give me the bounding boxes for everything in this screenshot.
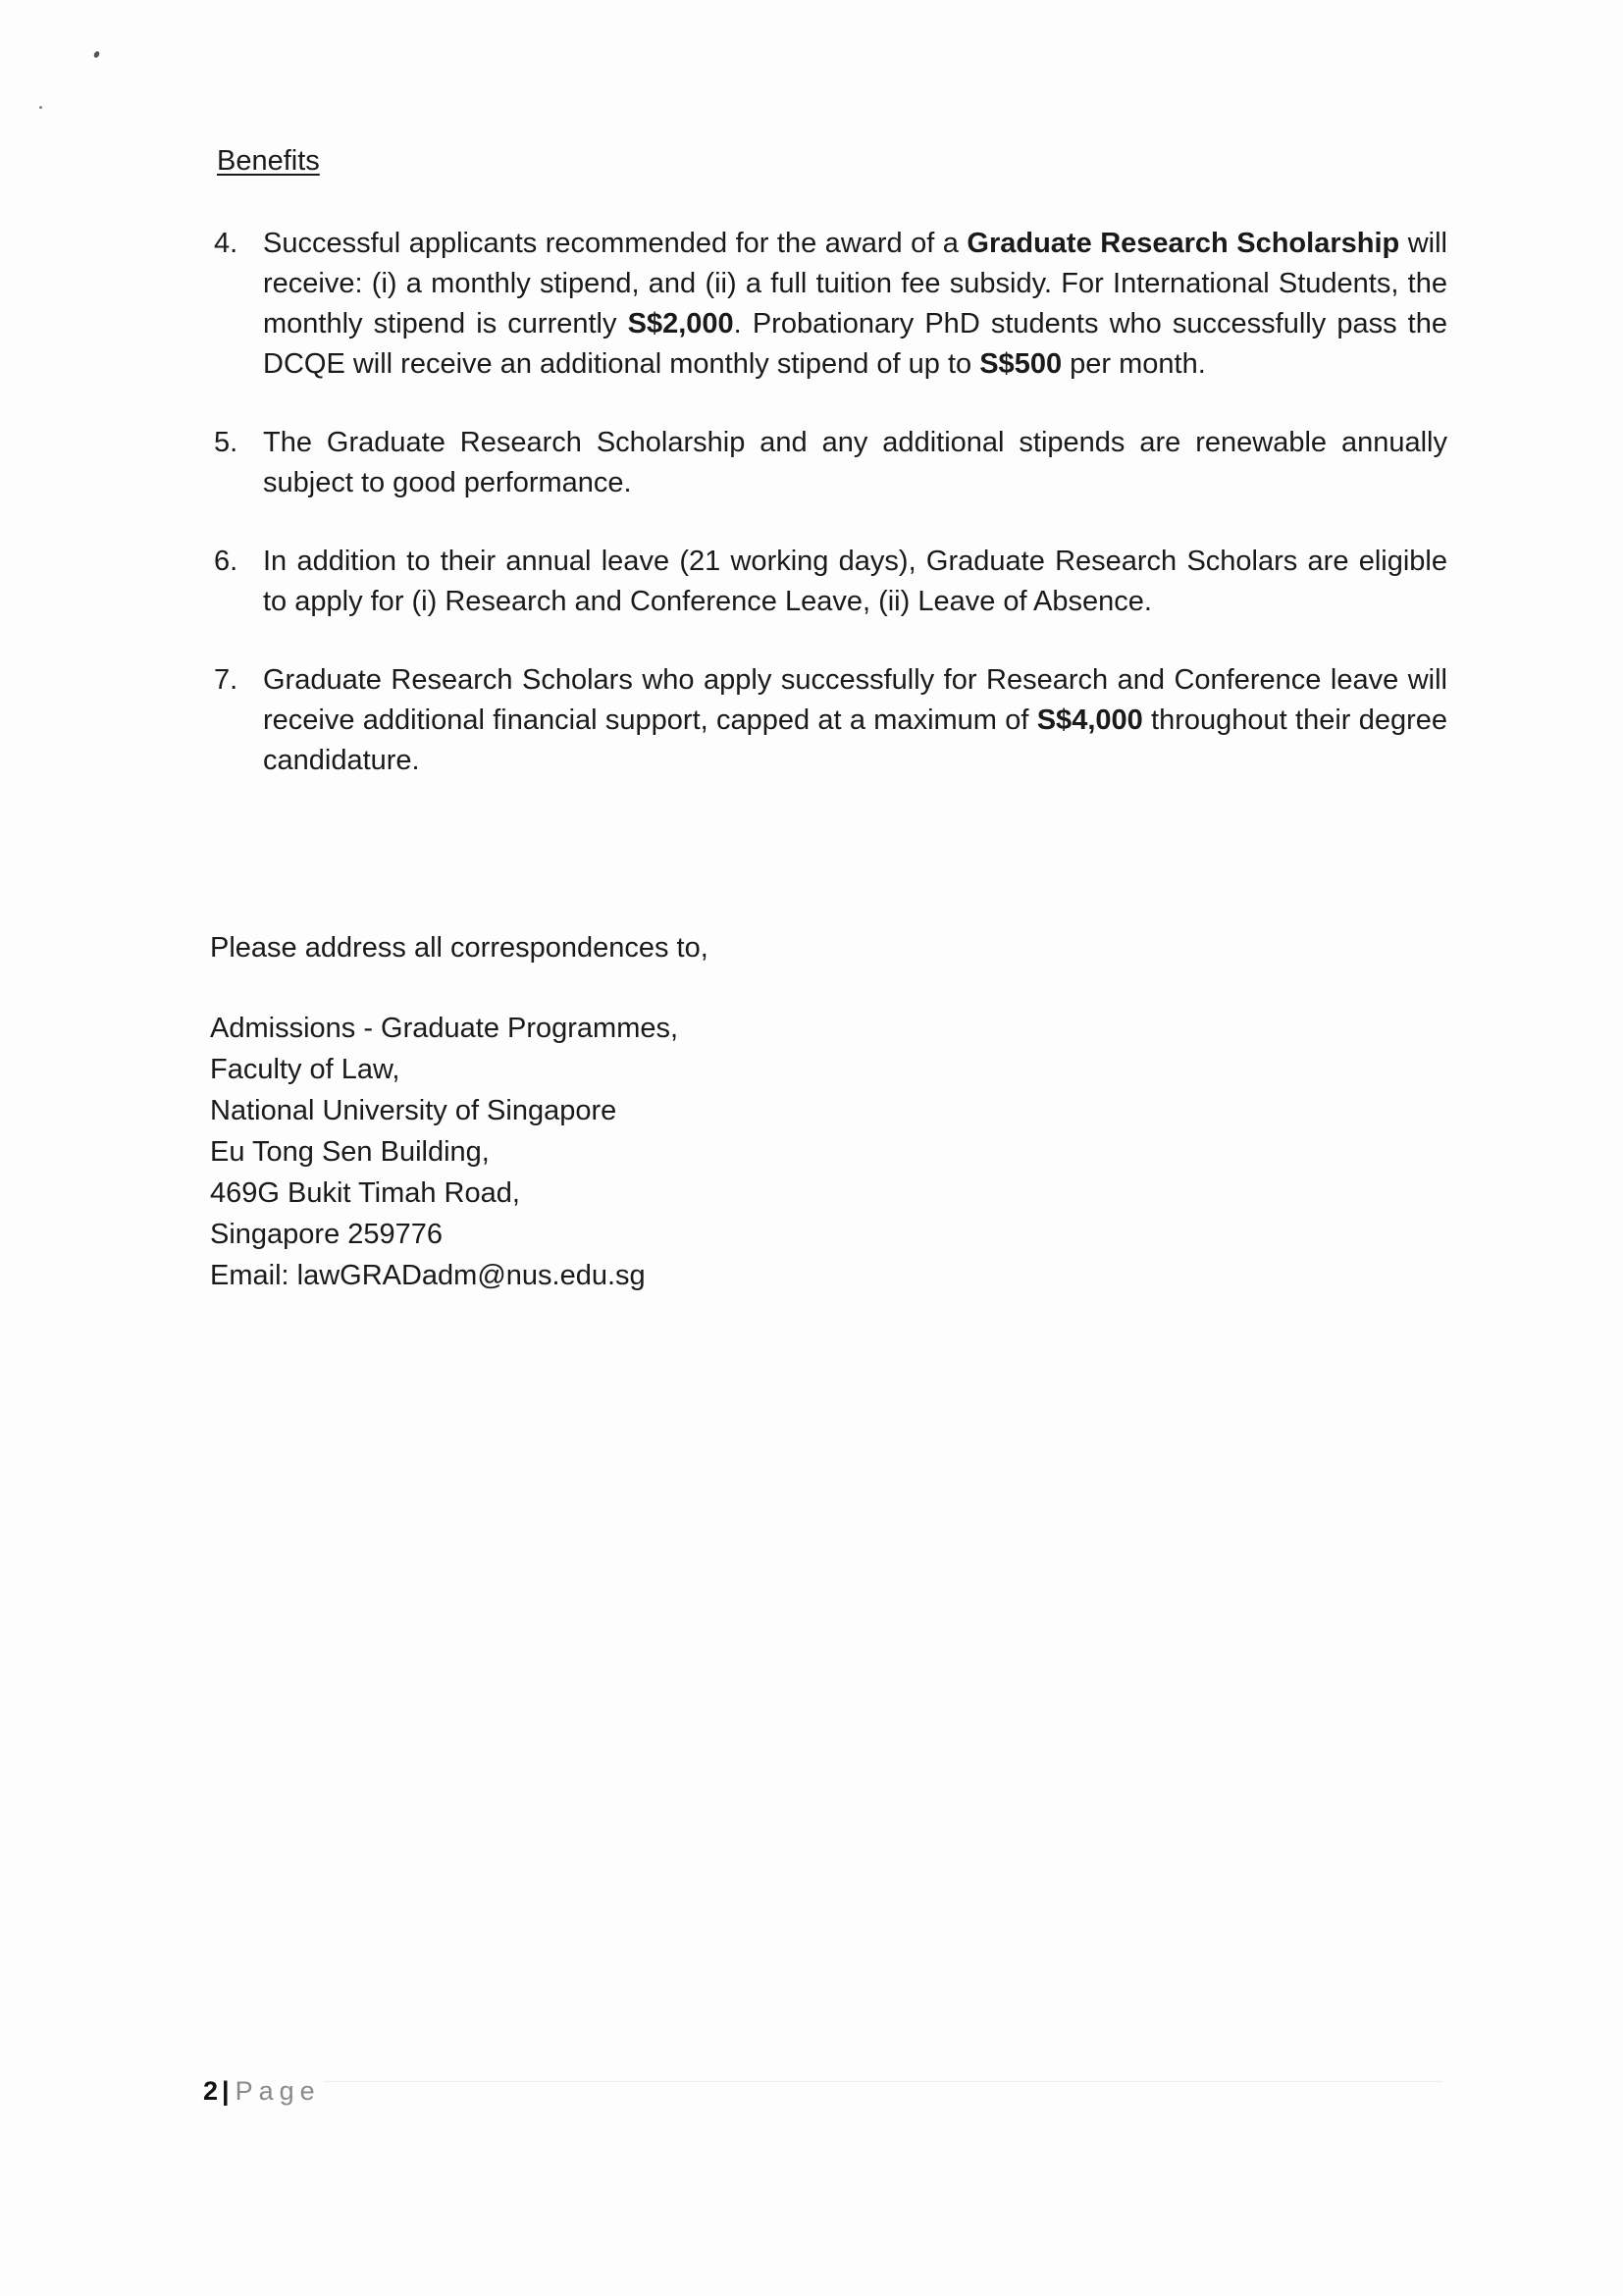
- item-text: The Graduate Research Scholarship and any additional stipends are renewable annually subject to good performance.: [263, 427, 1447, 498]
- benefits-list: [211, 224, 1447, 819]
- item-number: 6.: [214, 546, 238, 577]
- address-line: Singapore 259776: [210, 1219, 444, 1250]
- address-line: Email: lawGRADadm@nus.edu.sg: [210, 1260, 646, 1291]
- correspondence-intro: Please address all correspondences to,: [210, 932, 708, 964]
- address-line: Faculty of Law,: [210, 1054, 400, 1085]
- item-text: will receive: (i) a monthly stipend, and (ii) a full tuition fee subsidy. For International Students, the monthly stipend is currently: [263, 228, 1447, 339]
- item-text-bold: S$4,000: [1036, 704, 1143, 736]
- item-text: Successful applicants recommended for the award of a: [263, 228, 968, 259]
- benefit-item: [211, 660, 1447, 781]
- footer-divider: [324, 2081, 1442, 2082]
- benefit-item: [211, 423, 1447, 503]
- benefit-item: [211, 542, 1447, 622]
- page-label: Page: [235, 2076, 321, 2106]
- address-line: Admissions - Graduate Programmes,: [210, 1013, 679, 1044]
- item-text-bold: Graduate Research Scholarship: [967, 228, 1400, 259]
- item-number: 7.: [214, 664, 238, 696]
- item-text: Graduate Research Scholars who apply successfully for Research and Conference leave will receive additional financial support, capped at a maximum of: [263, 664, 1447, 736]
- item-number: 5.: [214, 427, 238, 458]
- scan-speck: [93, 50, 101, 59]
- page-number: 2: [203, 2076, 219, 2106]
- page-footer: [203, 2076, 321, 2107]
- item-text: . Probationary PhD students who successfully pass the DCQE will receive an additional monthly stipend of up to: [263, 308, 1447, 380]
- section-heading: Benefits: [217, 145, 320, 177]
- address-line: 469G Bukit Timah Road,: [210, 1177, 520, 1209]
- item-text: In addition to their annual leave (21 working days), Graduate Research Scholars are eligible to apply for (i) Research and Conference Leave, (ii) Leave of Absence.: [263, 546, 1447, 617]
- item-text: per month.: [1062, 348, 1206, 380]
- address-line: Eu Tong Sen Building,: [210, 1136, 490, 1168]
- item-text-bold: S$2,000: [627, 308, 734, 339]
- correspondence-block: [210, 927, 708, 1296]
- item-text-bold: S$500: [979, 348, 1063, 380]
- footer-separator: |: [222, 2076, 230, 2106]
- item-number: 4.: [214, 228, 238, 259]
- address-lines: [210, 1008, 708, 1296]
- item-text: throughout their degree candidature.: [263, 704, 1448, 776]
- benefit-item: [211, 224, 1447, 385]
- address-line: National University of Singapore: [210, 1095, 617, 1126]
- scan-speck: [39, 106, 42, 109]
